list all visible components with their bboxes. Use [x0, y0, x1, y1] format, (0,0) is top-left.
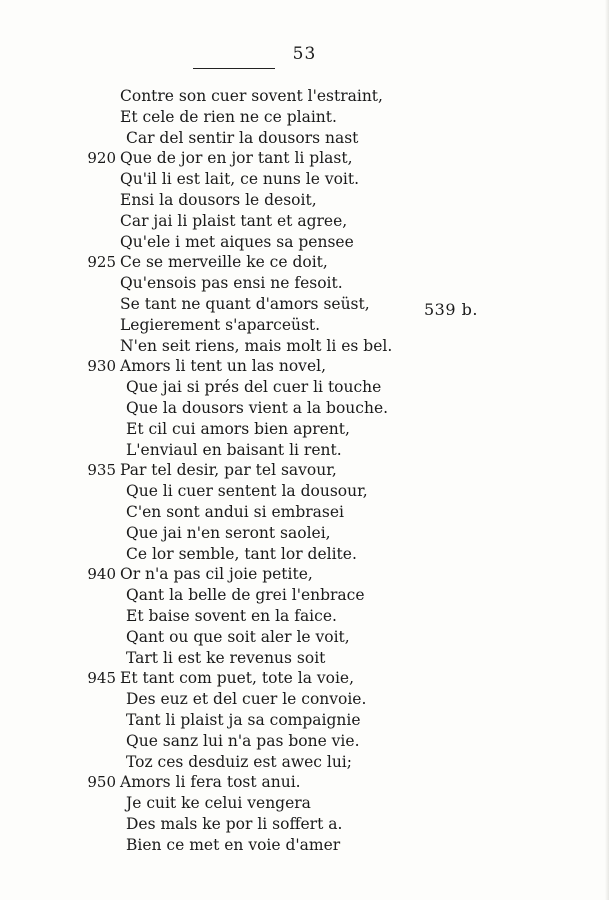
verse-line — [0, 752, 609, 773]
verse-line — [0, 502, 609, 523]
verse-line — [0, 398, 609, 419]
verse-line — [0, 689, 609, 710]
verse-line — [0, 814, 609, 835]
verse-line — [0, 211, 609, 232]
verse-line — [0, 564, 609, 585]
verse-text: Des mals ke por li soffert a. — [126, 814, 343, 833]
verse-text: Tant li plaist ja sa compaignie — [126, 710, 361, 729]
verse-text: Des euz et del cuer le convoie. — [126, 690, 367, 709]
verse-line — [0, 336, 609, 357]
verse-text: Legierement s'aparceüst. — [120, 315, 321, 334]
verse-text: Que de jor en jor tant li plast, — [120, 149, 353, 168]
verse-line — [0, 273, 609, 294]
margin-folio-note: 539 b. — [424, 300, 478, 319]
verse-line — [0, 232, 609, 253]
verse-line — [0, 315, 609, 336]
verse-line — [0, 148, 609, 169]
verse-line — [0, 648, 609, 669]
verse-line — [0, 128, 609, 149]
line-number: 935 — [87, 461, 116, 480]
verse-text: Que sanz lui n'a pas bone vie. — [126, 731, 360, 750]
verse-line — [0, 627, 609, 648]
verse-text: Qant ou que soit aler le voit, — [126, 627, 350, 646]
verse-text: Contre son cuer sovent l'estraint, — [120, 87, 383, 105]
verse-line — [0, 793, 609, 814]
verse-line — [0, 190, 609, 211]
verse-line — [0, 523, 609, 544]
verse-line — [0, 294, 609, 315]
verse-text: Qu'ele i met aiques sa pensee — [120, 232, 354, 251]
verse-text: N'en seit riens, mais molt li es bel. — [120, 336, 393, 355]
verse-line — [0, 252, 609, 273]
verse-text: Qu'ensois pas ensi ne fesoit. — [120, 274, 343, 293]
verse-text: Amors li tent un las novel, — [120, 357, 326, 376]
verse-text: Bien ce met en voie d'amer — [126, 835, 341, 854]
verse-line — [0, 710, 609, 731]
verse-text: Qant la belle de grei l'enbrace — [126, 586, 365, 605]
verse-line — [0, 169, 609, 190]
line-number: 925 — [87, 253, 116, 272]
line-number: 950 — [87, 773, 116, 792]
verse-line — [0, 86, 609, 107]
verse-text: Toz ces desduiz est awec lui; — [126, 752, 352, 771]
verse-text: Et tant com puet, tote la voie, — [120, 669, 355, 688]
verse-text: C'en sont andui si embrasei — [126, 502, 345, 521]
header-rule — [193, 68, 275, 69]
verse-text: Amors li fera tost anui. — [120, 773, 301, 792]
verse-text: Ce se merveille ke ce doit, — [120, 253, 328, 272]
verse-text: Or n'a pas cil joie petite, — [120, 565, 313, 584]
verse-text: Car jai li plaist tant et agree, — [120, 211, 348, 230]
verse-text: Ce lor semble, tant lor delite. — [126, 544, 357, 563]
verse-line — [0, 606, 609, 627]
verse-line — [0, 460, 609, 481]
verse-line — [0, 419, 609, 440]
verse-text: Tart li est ke revenus soit — [126, 648, 326, 667]
verse-line — [0, 835, 609, 856]
verse-line — [0, 440, 609, 461]
verse-text: Que jai si prés del cuer li touche — [126, 378, 382, 397]
verse-text: Que li cuer sentent la dousour, — [126, 482, 368, 501]
page-number: 53 — [292, 44, 317, 64]
verse-text: Je cuit ke celui vengera — [126, 794, 311, 813]
verse-text: Et baise sovent en la faice. — [126, 606, 337, 625]
verse-text: Que jai n'en seront saolei, — [126, 523, 331, 542]
verse-text: Que la dousors vient a la bouche. — [126, 398, 389, 417]
verse-text: Par tel desir, par tel savour, — [120, 461, 337, 480]
verse-line — [0, 585, 609, 606]
verse-text: Et cele de rien ne ce plaint. — [120, 107, 337, 126]
verse-line — [0, 544, 609, 565]
verse-text: Ensi la dousors le desoit, — [120, 190, 317, 209]
verse-text: Se tant ne quant d'amors seüst, — [120, 294, 370, 313]
verse-block — [0, 86, 609, 855]
verse-text: Car del sentir la dousors nast — [126, 128, 359, 147]
verse-text: Et cil cui amors bien aprent, — [126, 419, 350, 438]
binding-edge — [605, 0, 609, 900]
verse-line — [0, 377, 609, 398]
verse-line — [0, 107, 609, 128]
verse-line — [0, 481, 609, 502]
line-number: 920 — [87, 149, 116, 168]
verse-line — [0, 356, 609, 377]
verse-line — [0, 772, 609, 793]
verse-line — [0, 668, 609, 689]
line-number: 930 — [87, 357, 116, 376]
verse-text: L'enviaul en baisant li rent. — [126, 440, 342, 459]
line-number: 940 — [87, 565, 116, 584]
line-number: 945 — [87, 669, 116, 688]
verse-line — [0, 731, 609, 752]
verse-text: Qu'il li est lait, ce nuns le voit. — [120, 170, 360, 189]
